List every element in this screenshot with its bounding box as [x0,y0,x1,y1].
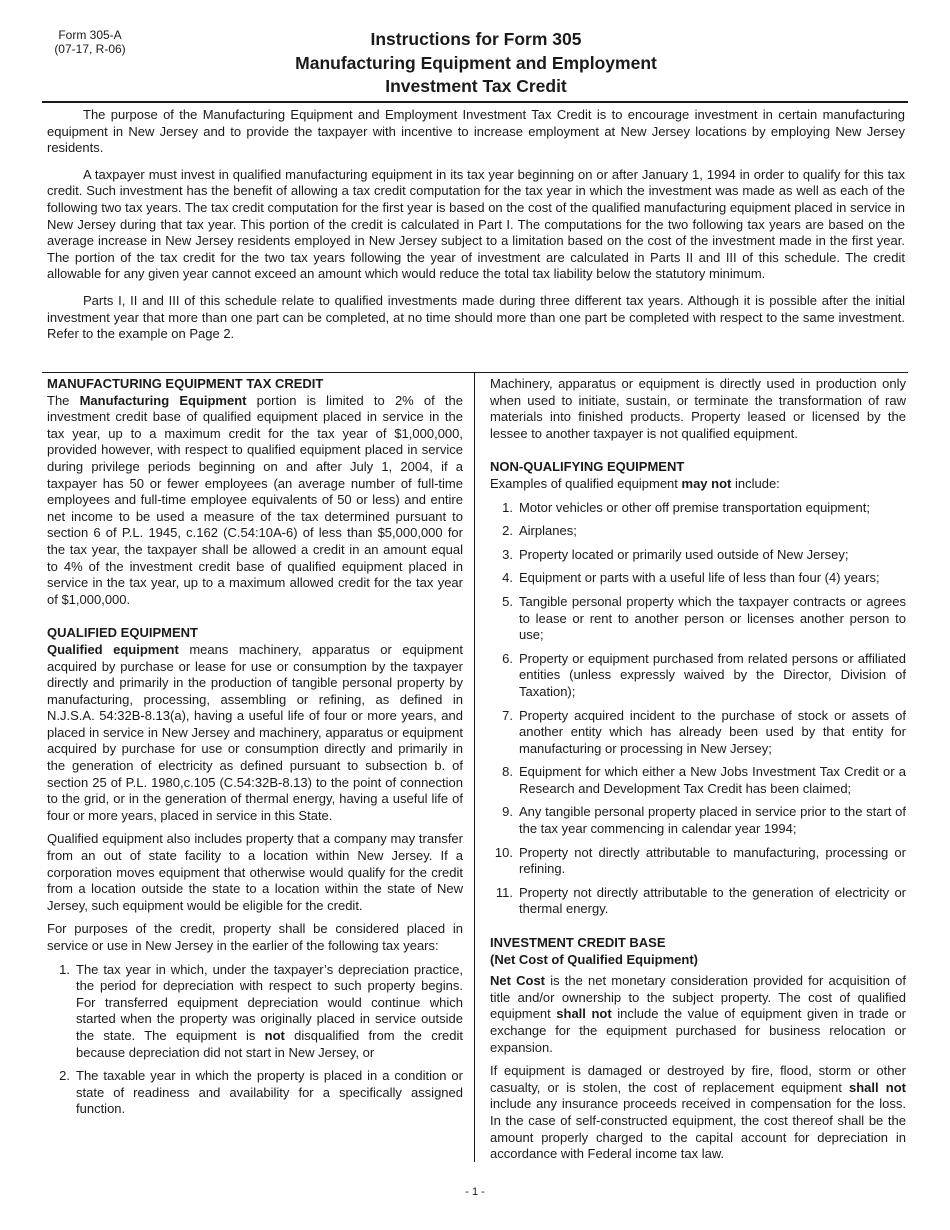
item-number: 1. [502,499,513,515]
item-text: Any tangible personal property placed in service prior to the start of the tax year commencing in calendar year 1994; [519,804,906,837]
text-run: include any insurance proceeds received in compensation for the loss. In the case of self-constructed equipment, the cost thereof shall be the amount properly charged to the capital account for depreciation in accordance with Federal income tax law. [490,1096,906,1162]
item-number: 5. [502,593,513,609]
bold-term: shall not [849,1079,906,1095]
bold-term: Net Cost [490,973,546,989]
bold-term: may not [681,475,732,491]
list-item [47,962,463,1062]
title-line-1: Instructions for Form 305 [370,29,582,49]
item-text: Property located or primarily used outside of New Jersey; [519,546,849,562]
item-number: 2. [59,1068,70,1084]
item-text [76,962,463,1062]
item-text: Property not directly attributable to the generation of electricity or thermal energy. [519,884,906,917]
text-run: Examples of qualified equipment [490,475,682,491]
mfg-credit-paragraph [47,393,463,609]
item-number: 2. [502,523,513,539]
item-number: 11. [495,884,513,900]
list-item [490,570,906,587]
title-line-2: Manufacturing Equipment and Employment [295,52,657,73]
text-run: include: [731,475,780,491]
item-text: Airplanes; [519,523,577,539]
form-identifier [52,28,128,56]
item-number: 1. [59,961,70,977]
item-number: 10. [494,844,513,860]
form-number: Form 305-A [58,28,122,42]
item-text: Tangible personal property which the taxpayer contracts or agrees to lease or rent to another person or licenses another person to use; [519,593,906,643]
text-run: means machinery, apparatus or equipment acquired by purchase or lease for use or consumption by the taxpayer directly and primarily in the production of tangible personal property by manufacturing, processing, assembling or refining, as defined in N.J.S.A. 54:32B-8.13(a), having a useful life of four or more years, and placed in service in New Jersey and machinery, apparatus or equipment acquired by purchase for use or consumption directly and primarily in the generation of electricity as defined pursuant to subsection b. of section 25 of P.L. 1980,c.105 (C.54:32B-8.13) to the point of connection to the grid, or in the generation of thermal energy, having a useful life of four or more years, placed in service in this State. [47,641,463,823]
list-item [47,1068,463,1118]
item-text: Property or equipment purchased from related persons or affiliated entities (unless expressly waived by the Director, Division of Taxation); [519,650,906,699]
item-text: Motor vehicles or other off premise transportation equipment; [519,499,870,515]
direct-use-paragraph: Machinery, apparatus or equipment is directly used in production only when used to initiate, sustain, or terminate the transformation of raw materials into finished products. Property leased or licensed by the lessee to another taxpayer is not qualified equipment. [490,376,906,441]
non-qualifying-list [490,500,906,918]
qualified-equipment-definition [47,642,463,825]
item-text: The taxable year in which the property is placed in a condition or state of readiness and availability for a specifically assigned function. [76,1068,463,1117]
text-run: The tax year in which, under the taxpayer’s depreciation practice, the period for depreciation with respect to such property begins. For transferred equipment depreciation would continue which started when the property was originally placed in service outside the state. The equipment is [76,961,463,1043]
bold-term: shall not [556,1006,612,1022]
item-number: 9. [502,804,513,820]
intro-paragraph-parts: Parts I, II and III of this schedule relate to qualified investments made during three different tax years. Although it is possible after the initial investment year that more than one part can be completed, at no time should more than one part be completed with respect to the same investment. Refer to the example on Page 2. [47,292,905,342]
form-revision: (07-17, R-06) [54,42,126,56]
transfer-paragraph: Qualified equipment also includes property that a company may transfer from an out of state facility to a location within New Jersey. If a corporation moves equipment that otherwise would qualify for the credit from a location outside the state to a location within the state of New Jersey, such equipment would be eligible for the credit. [47,831,463,913]
item-number: 4. [502,570,513,586]
list-item [490,651,906,701]
list-item [490,523,906,540]
investment-credit-base-subheading: (Net Cost of Qualified Equipment) [490,951,698,967]
item-text: Equipment or parts with a useful life of less than four (4) years; [519,570,880,586]
list-item [490,547,906,564]
text-run: disqualified from the credit because depreciation did not start in New Jersey, or [76,1027,463,1060]
placed-in-service-paragraph: For purposes of the credit, property shall be considered placed in service or use in New Jersey in the earlier of the following tax years: [47,921,463,953]
bold-term: Qualified equipment [47,641,179,657]
item-number: 8. [502,764,513,780]
list-item [490,594,906,644]
left-column [47,376,463,1125]
intro-paragraph-purpose: The purpose of the Manufacturing Equipment and Employment Investment Tax Credit is to encourage investment in certain manufacturing equipment in New Jersey and to provide the taxpayer with incentive to increase employment at New Jersey locations by employing New Jersey residents. [47,107,905,156]
bold-term: Manufacturing Equipment [79,392,247,408]
item-number: 7. [502,707,513,723]
text-run: portion is limited to 2% of the investment credit base of qualified equipment placed in service in the tax year, up to a maximum credit for the tax year of $1,000,000, provided however, with respect to qualified equipment placed in service during privilege periods beginning on and after July 1, 2004, if a taxpayer has 50 or fewer employees (an average number of full-time employees and full-time employee equivalents of 50 or less) and entire net income to be used a measure of the tax determined pursuant to section 6 of P.L. 1945, c.162 (C.54:10A-6) of less than $5,000,000 for the tax year, the taxpayer shall be allowed a credit in an amount equal to 4% of the investment credit base of qualified equipment placed in service in the tax year, up to a maximum allowed credit for the tax year of $1,000,000. [47,392,464,607]
right-column [490,376,906,1170]
non-qualifying-heading: NON-QUALIFYING EQUIPMENT [490,459,685,475]
intro-paragraph-qualify: A taxpayer must invest in qualified manufacturing equipment in its tax year beginning on or after January 1, 1994 in order to qualify for this tax credit. Such investment has the benefit of allowing a tax credit computation for the tax year in which the investment was made as well as each of the following two tax years. The tax credit computation for the first year is based on the cost of the qualified manufacturing equipment placed in service in New Jersey during that tax year. This portion of the credit is calculated in Part I. The computations for the two following tax years are based on the average increase in New Jersey residents employed in New Jersey subject to a limitation based on the cost of the investment made in the first year. The portion of the tax credit for the two tax years following the year of investment are calculated in Parts II and III of this schedule. The credit allowable for any given year cannot exceed an amount which would reduce the total tax liability below the statutory minimum. [47,166,905,282]
investment-credit-base-heading: INVESTMENT CREDIT BASE [490,935,666,951]
replacement-equipment-paragraph [490,1063,906,1163]
text-run: is the net monetary consideration provided for acquisition of title and/or ownership to the subject property. The cost of qualified equipment [490,973,906,1022]
list-item [490,764,906,797]
list-item [490,885,906,918]
text-run: include the value of equipment given in trade or exchange for the equipment purchased for business relocation or expansion. [490,1006,907,1055]
list-item [490,500,906,517]
title-line-3: Investment Tax Credit [385,76,567,96]
item-text: Property not directly attributable to manufacturing, processing or refining. [519,844,906,877]
mfg-credit-heading: MANUFACTURING EQUIPMENT TAX CREDIT [47,376,324,391]
column-divider [474,372,475,1162]
item-text: Equipment for which either a New Jobs Investment Tax Credit or a Research and Development Tax Credit has been claimed; [519,764,906,796]
header-divider [42,101,908,103]
non-qualifying-intro [490,476,906,493]
item-number: 6. [502,650,513,666]
page-number: - 1 - [465,1186,485,1198]
list-item [490,708,906,758]
page-title [230,28,722,99]
intro-section [47,107,905,343]
section-divider [42,372,908,373]
qualified-equipment-heading: QUALIFIED EQUIPMENT [47,625,198,641]
text-run: The [47,392,80,408]
list-item [490,845,906,878]
item-number: 3. [502,546,513,562]
net-cost-paragraph [490,973,906,1056]
list-item [490,804,906,837]
item-text: Property acquired incident to the purchase of stock or assets of another entity which has already been used by that entity for manufacturing or processing in New Jersey; [519,707,906,756]
bold-term: not [264,1027,285,1043]
placed-in-service-list [47,962,463,1118]
text-run: If equipment is damaged or destroyed by fire, flood, storm or other casualty, or is stolen, the cost of replacement equipment [490,1063,906,1095]
